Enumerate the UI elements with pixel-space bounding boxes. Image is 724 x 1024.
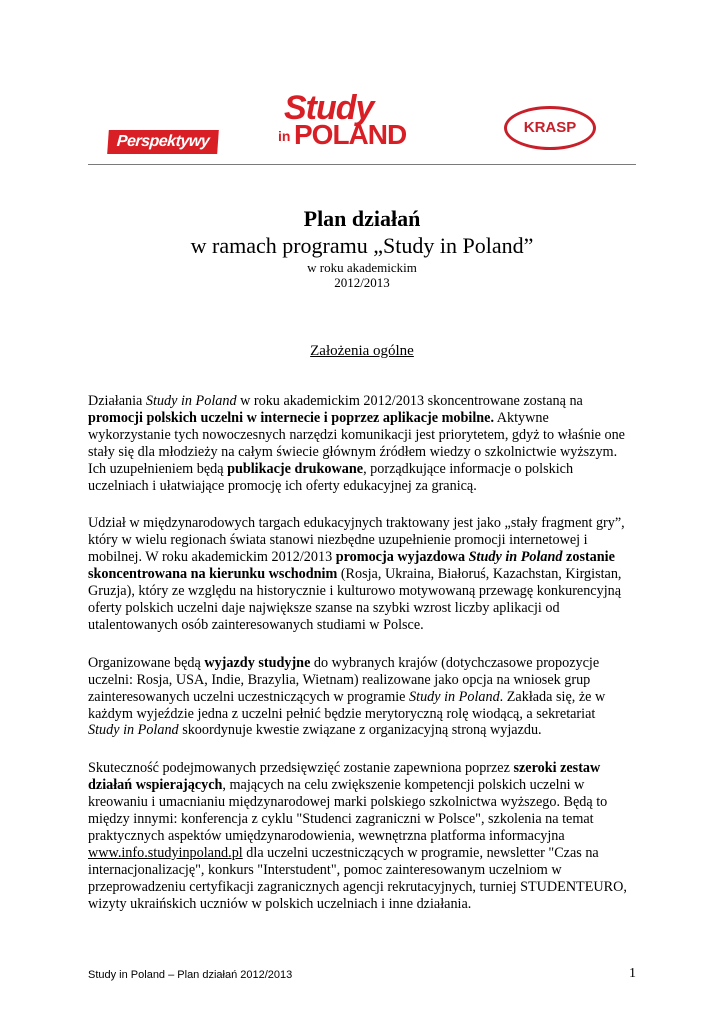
section-heading: Założenia ogólne (310, 343, 414, 359)
text-run: Działania (88, 393, 146, 409)
text-run: , mających na celu zwiększenie kompetencji polskich uczelni w kreowaniu i umacnianiu międzynarodowej marki polskiego szkolnictwa wyższego. Będą to między innymi: konferencja z cyklu "Studenci zagraniczni w Polsce", szkolenia na temat praktycznych aspektów umiędzynarodowienia, wewnętrzna platforma informacyjna (88, 777, 608, 844)
logo-in-text: in (278, 128, 291, 144)
text-run: Udział w międzynarodowych targach edukacyjnych traktowany jest jako „stały fragment gry”, który w wielu regionach świata stanowi niezbędne uzupełnienie promocji internetowej i mobilnej. W roku akademickim 2012/2013 (88, 515, 625, 566)
krasp-logo: KRASP (504, 106, 596, 150)
logo-poland-text: POLAND (294, 119, 407, 150)
paragraph-1 (88, 393, 628, 494)
bold-run: wyjazdy studyjne (204, 654, 311, 671)
academic-year-value: 2012/2013 (334, 275, 390, 290)
text-run: (Rosja, Ukraina, Białoruś, Kazachstan, Kirgistan, Gruzja), który ze względu na historycznie i kulturowo motywowaną przewagę konkurencyjną oferty polskich uczelni daje największe szanse na szybki wzrost liczby aplikacji od utalentowanych osób zainteresowanych studiami w Polsce. (88, 566, 622, 633)
study-in-poland-logo (276, 89, 438, 154)
text-run: . Zakłada się, że w każdym wyjeździe jedna z uczelni pełnić będzie merytoryczną rolę wiodącą, a sekretariat (88, 688, 606, 722)
logo-study-text: Study (284, 89, 374, 127)
italic-run: Study in Poland (468, 549, 563, 566)
text-run: do wybranych krajów (dotychczasowe propozycje uczelni: Rosja, USA, Indie, Brazylia, Wietnam) realizowane jako opcja na wniosek grup zainteresowanych uczelni uczestniczących w programie (88, 654, 600, 705)
bold-run: publikacje drukowane (227, 460, 364, 477)
header-logos (88, 89, 636, 160)
perspektywy-logo: Perspektywy (107, 130, 219, 154)
header-divider (88, 164, 636, 165)
paragraph-2 (88, 515, 628, 633)
text-run: Aktywne wykorzystanie tych nowoczesnych narzędzi komunikacji jest priorytetem, gdyż to właśnie one stały się dla młodzieży na całym świecie głównym źródłem wiedzy o szkolnictwie wyższym. Ich uzupełnieniem będą (88, 409, 625, 477)
italic-run: Study in Poland (145, 393, 237, 409)
page-number: 1 (629, 966, 636, 981)
italic-run: Study in Poland (409, 688, 500, 705)
info-platform-link[interactable]: www.info.studyinpoland.pl (88, 844, 243, 861)
bold-run: szeroki zestaw działań wspierających (88, 760, 601, 794)
page-title: Plan działań (303, 206, 421, 231)
body-text (88, 393, 628, 933)
paragraph-3 (88, 655, 628, 740)
text-run: w roku akademickim 2012/2013 skoncentrowane zostaną na (236, 393, 583, 409)
academic-year-label: w roku akademickim (307, 260, 417, 275)
title-block (88, 206, 636, 290)
bold-run: zostanie skoncentrowana na kierunku wschodnim (88, 549, 615, 583)
bold-run: promocja wyjazdowa (335, 549, 469, 566)
text-run: , porządkujące informacje o polskich uczelniach i ułatwiające promocję ich oferty edukacyjnej za granicą. (88, 460, 574, 494)
paragraph-4 (88, 760, 628, 912)
bold-run: promocji polskich uczelni w internecie i poprzez aplikacje mobilne. (88, 409, 495, 426)
italic-run: Study in Poland (88, 722, 179, 739)
text-run: Organizowane będą (88, 654, 205, 671)
text-run: skoordynuje kwestie związane z organizacyjną stroną wyjazdu. (178, 722, 542, 739)
text-run: Skuteczność podejmowanych przedsięwzięć zostanie zapewniona poprzez (88, 760, 514, 777)
footer-text: Study in Poland – Plan działań 2012/2013 (88, 969, 293, 981)
page-subtitle: w ramach programu „Study in Poland” (190, 233, 534, 258)
text-run: dla uczelni uczestniczących w programie, newsletter "Czas na internacjonalizację", konkurs "Interstudent", pomoc zainteresowanym uczelniom w przeprowadzeniu certyfikacji zagranicznych agencji rekrutacyjnych, turniej STUDENTEURO, wizyty ukraińskich uczniów w polskich uczelniach i inne działania. (88, 844, 627, 912)
bold-italic-run (469, 549, 563, 565)
